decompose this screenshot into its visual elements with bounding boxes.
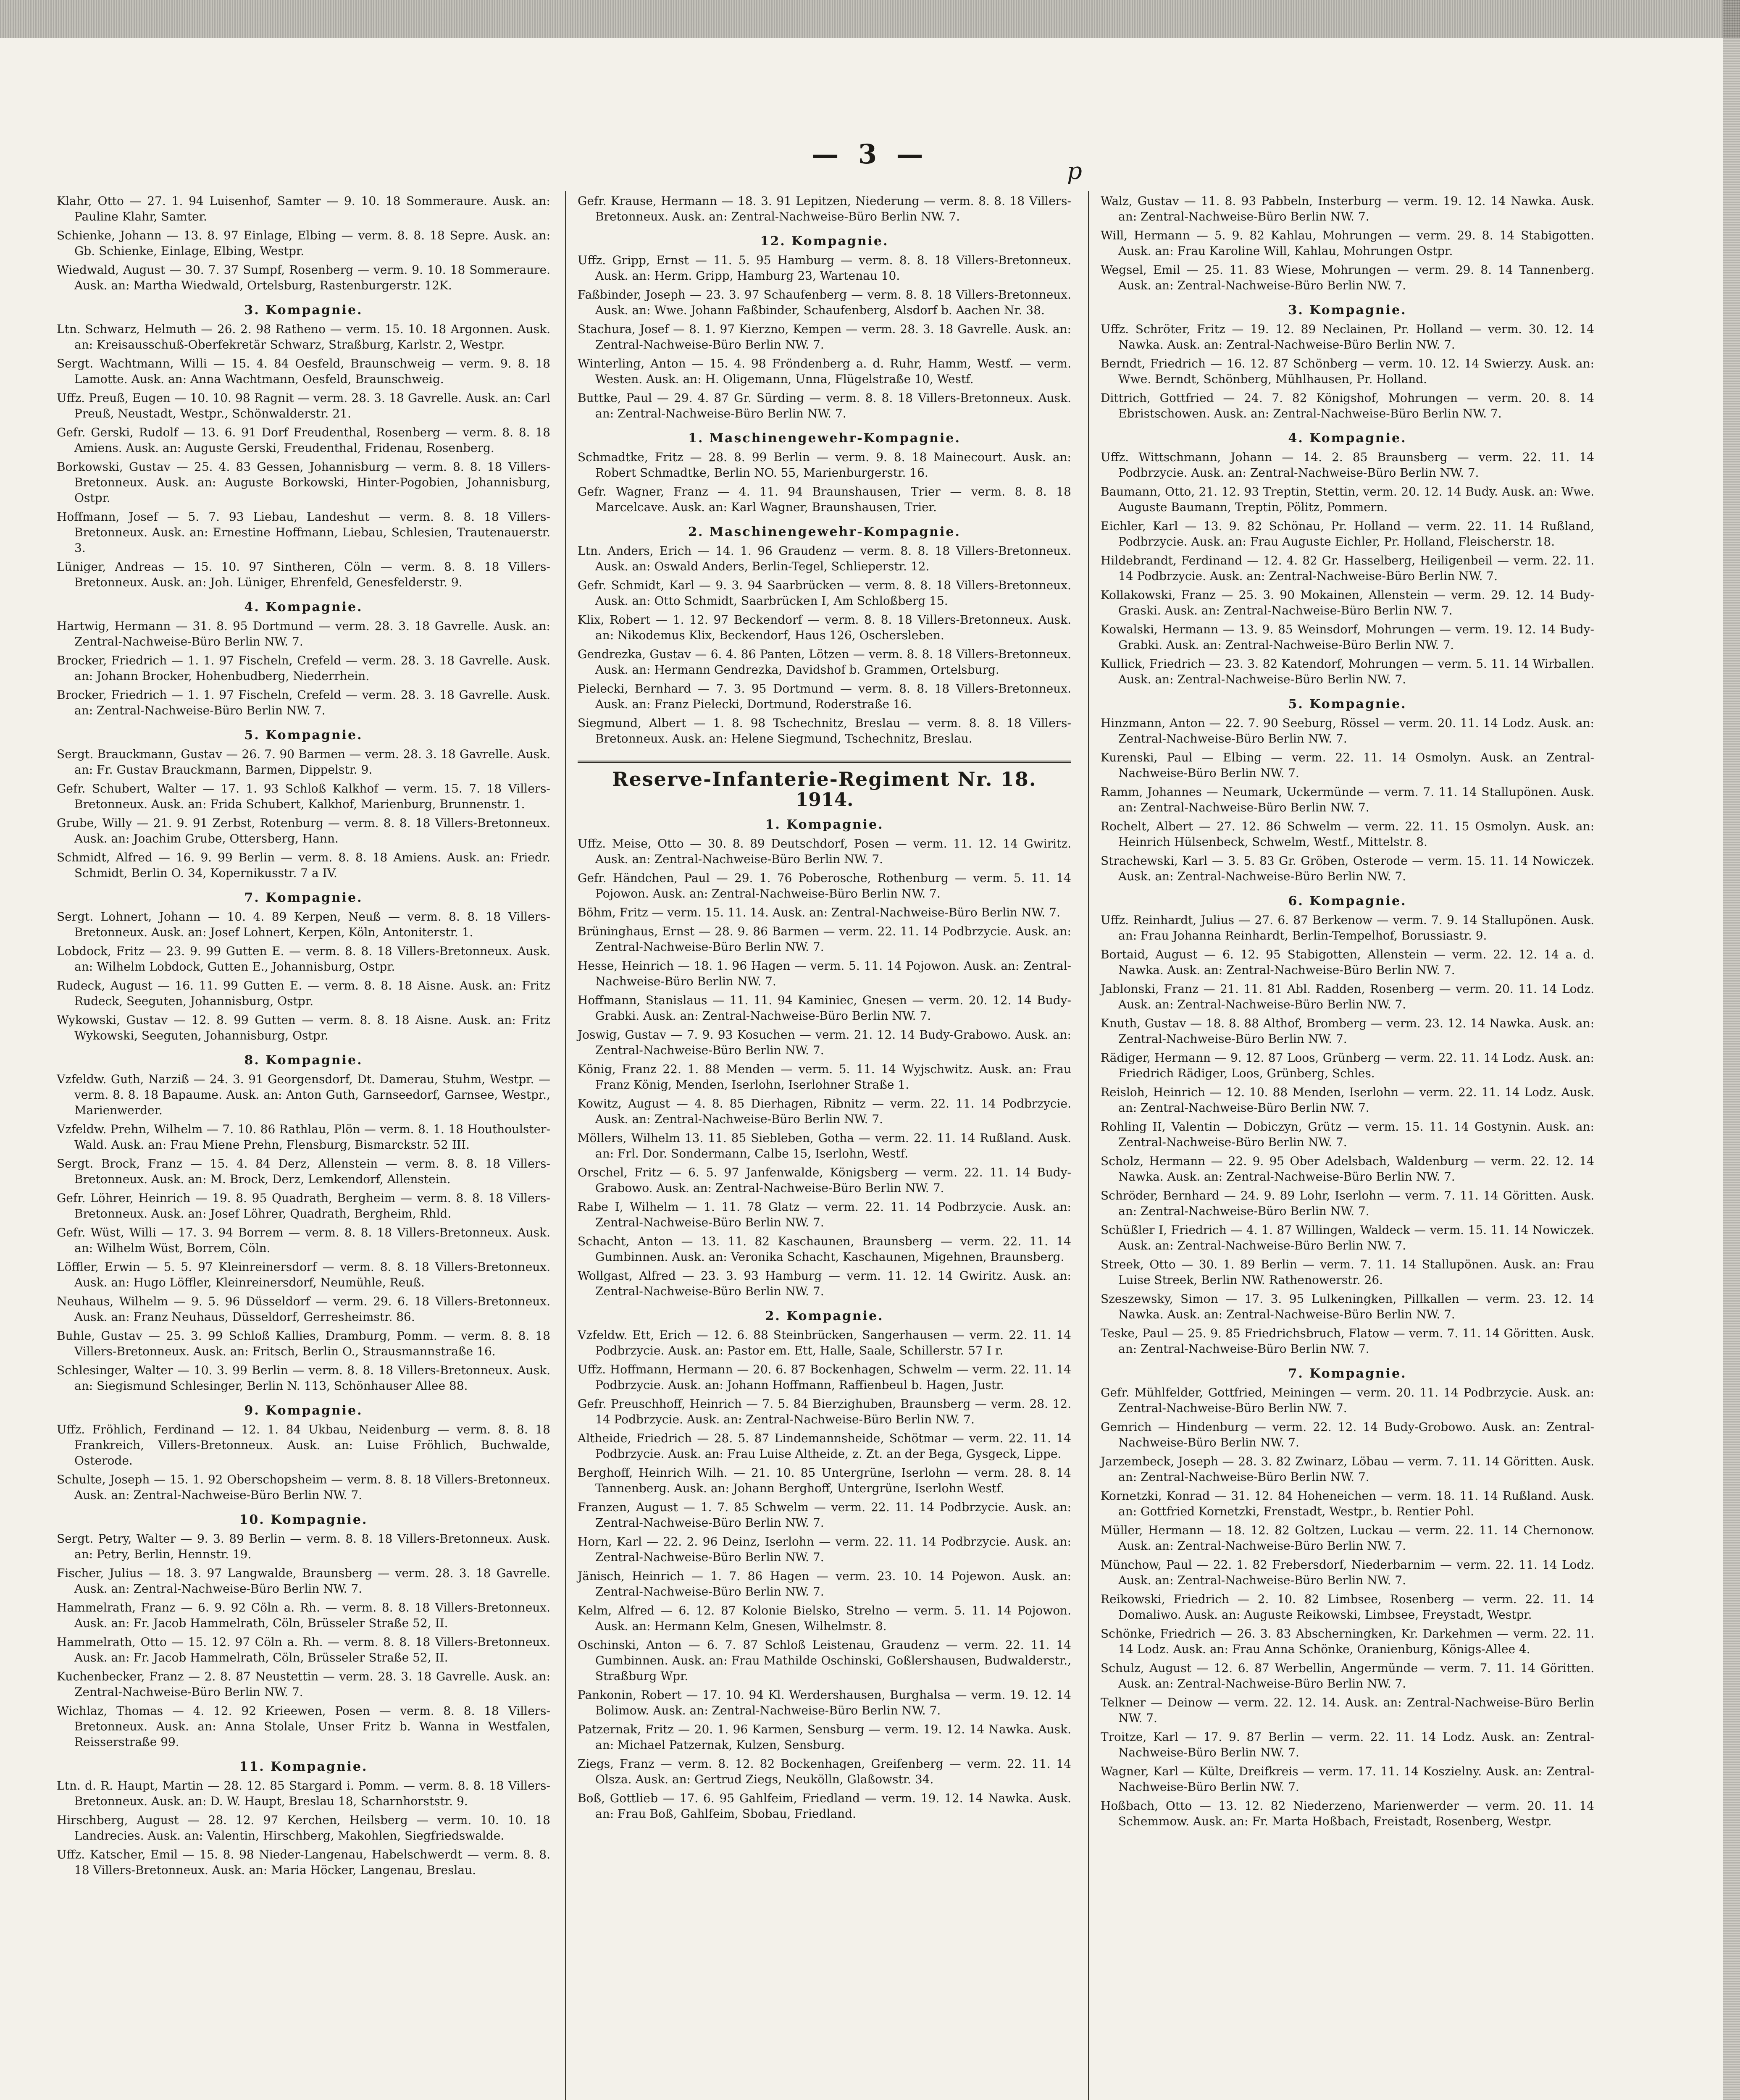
casualty-entry: Gefr. Mühlfelder, Gottfried, Meiningen — verm. 20. 11. 14 Podbrzycie. Ausk. an: Zentral-Nachweise-Büro Berlin NW. 7. bbox=[1101, 1386, 1594, 1415]
casualty-entry: Troitze, Karl — 17. 9. 87 Berlin — verm. 22. 11. 14 Lodz. Ausk. an: Zentral-Nachweise-Büro Berlin NW. 7. bbox=[1101, 1730, 1594, 1759]
casualty-entry: Sergt. Brauckmann, Gustav — 26. 7. 90 Barmen — verm. 28. 3. 18 Gavrelle. Ausk. an: Fr. Gustav Brauckmann, Barmen, Dippelstr. 9. bbox=[57, 747, 550, 777]
casualty-entry: Orschel, Fritz — 6. 5. 97 Janfenwalde, Königsberg — verm. 22. 11. 14 Budy-Grabowo. Ausk. an: Zentral-Nachweise-Büro Berlin NW. 7. bbox=[578, 1166, 1071, 1195]
casualty-entry: Rädiger, Hermann — 9. 12. 87 Loos, Grünberg — verm. 22. 11. 14 Lodz. Ausk. an: Friedrich Rädiger, Loos, Grünberg, Schles. bbox=[1101, 1051, 1594, 1080]
casualty-entry: Hammelrath, Franz — 6. 9. 92 Cöln a. Rh. — verm. 8. 8. 18 Villers-Bretonneux. Ausk. an: Fr. Jacob Hammelrath, Cöln, Brüsseler Straße 52, II. bbox=[57, 1601, 550, 1630]
casualty-entry: Franzen, August — 1. 7. 85 Schwelm — verm. 22. 11. 14 Podbrzycie. Ausk. an: Zentral-Nachweise-Büro Berlin NW. 7. bbox=[578, 1500, 1071, 1530]
casualty-entry: König, Franz 22. 1. 88 Menden — verm. 5. 11. 14 Wyjschwitz. Ausk. an: Frau Franz König, Menden, Iserlohn, Iserlohner Straße 1. bbox=[578, 1062, 1071, 1092]
casualty-entry: Telkner — Deinow — verm. 22. 12. 14. Ausk. an: Zentral-Nachweise-Büro Berlin NW. 7. bbox=[1101, 1696, 1594, 1725]
casualty-entry: Klahr, Otto — 27. 1. 94 Luisenhof, Samter — 9. 10. 18 Sommeraure. Ausk. an: Pauline Klahr, Samter. bbox=[57, 194, 550, 223]
casualty-entry: Kullick, Friedrich — 23. 3. 82 Katendorf, Mohrungen — verm. 5. 11. 14 Wirballen. Ausk. an: Zentral-Nachweise-Büro Berlin NW. 7. bbox=[1101, 657, 1594, 686]
casualty-entry: Sergt. Lohnert, Johann — 10. 4. 89 Kerpen, Neuß — verm. 8. 8. 18 Villers-Bretonneux. Ausk. an: Josef Lohnert, Kerpen, Köln, Antoniterstr. 1. bbox=[57, 910, 550, 939]
casualty-entry: Reikowski, Friedrich — 2. 10. 82 Limbsee, Rosenberg — verm. 22. 11. 14 Domaliwo. Ausk. an: Auguste Reikowski, Limbsee, Freystadt, Westpr. bbox=[1101, 1592, 1594, 1622]
casualty-entry: Wollgast, Alfred — 23. 3. 93 Hamburg — verm. 11. 12. 14 Gwiritz. Ausk. an: Zentral-Nachweise-Büro Berlin NW. 7. bbox=[578, 1269, 1071, 1298]
casualty-entry: Böhm, Fritz — verm. 15. 11. 14. Ausk. an: Zentral-Nachweise-Büro Berlin NW. 7. bbox=[578, 906, 1060, 919]
casualty-entry: Neuhaus, Wilhelm — 9. 5. 96 Düsseldorf — verm. 29. 6. 18 Villers-Bretonneux. Ausk. an: Franz Neuhaus, Düsseldorf, Gerresheimstr. 86. bbox=[57, 1294, 550, 1324]
casualty-entry: Uffz. Schröter, Fritz — 19. 12. 89 Neclainen, Pr. Holland — verm. 30. 12. 14 Nawka. Ausk. an: Zentral-Nachweise-Büro Berlin NW. 7. bbox=[1101, 322, 1594, 352]
casualty-entry: Gefr. Krause, Hermann — 18. 3. 91 Lepitzen, Niederung — verm. 8. 8. 18 Villers-Bretonneux. Ausk. an: Zentral-Nachweise-Büro Berlin NW. 7. bbox=[578, 194, 1071, 223]
casualty-entry: Streek, Otto — 30. 1. 89 Berlin — verm. 7. 11. 14 Stallupönen. Ausk. an: Frau Luise Streek, Berlin NW. Rathenowerstr. 26. bbox=[1101, 1257, 1594, 1287]
casualty-entry: Altheide, Friedrich — 28. 5. 87 Lindemannsheide, Schötmar — verm. 22. 11. 14 Podbrzycie. Ausk. an: Frau Luise Altheide, z. Zt. an der Bega, Gysgeck, Lippe. bbox=[578, 1431, 1071, 1461]
casualty-entry: Winterling, Anton — 15. 4. 98 Fröndenberg a. d. Ruhr, Hamm, Westf. — verm. Westen. Ausk. an: H. Oligemann, Unna, Flügelstraße 10, Westf. bbox=[578, 357, 1071, 386]
casualty-entry: Gendrezka, Gustav — 6. 4. 86 Panten, Lötzen — verm. 8. 8. 18 Villers-Bretonneux. Ausk. an: Hermann Gendrezka, Davidshof b. Grammen, Ortelsburg. bbox=[578, 647, 1071, 677]
casualty-entry: Uffz. Gripp, Ernst — 11. 5. 95 Hamburg — verm. 8. 8. 18 Villers-Bretonneux. Ausk. an: Herm. Gripp, Hamburg 23, Wartenau 10. bbox=[578, 253, 1071, 283]
casualty-entry: Rochelt, Albert — 27. 12. 86 Schwelm — verm. 22. 11. 15 Osmolyn. Ausk. an: Heinrich Hülsenbeck, Schwelm, Westf., Mittelstr. 8. bbox=[1101, 819, 1594, 849]
company-heading: 2. Maschinengewehr-Kompagnie. bbox=[688, 525, 961, 539]
casualty-entry: Schüßler I, Friedrich — 4. 1. 87 Willingen, Waldeck — verm. 15. 11. 14 Nowiczek. Ausk. an: Zentral-Nachweise-Büro Berlin NW. 7. bbox=[1101, 1223, 1594, 1252]
column-left bbox=[57, 193, 550, 1881]
casualty-entry: Wiedwald, August — 30. 7. 37 Sumpf, Rosenberg — verm. 9. 10. 18 Sommeraure. Ausk. an: Martha Wiedwald, Ortelsburg, Rastenburgerstr. 12K. bbox=[57, 263, 550, 292]
casualty-entry: Schönke, Friedrich — 26. 3. 83 Abscherningken, Kr. Darkehmen — verm. 22. 11. 14 Lodz. Ausk. an: Frau Anna Schönke, Oranienburg, Königs-Allee 4. bbox=[1101, 1627, 1594, 1656]
casualty-entry: Horn, Karl — 22. 2. 96 Deinz, Iserlohn — verm. 22. 11. 14 Podbrzycie. Ausk. an: Zentral-Nachweise-Büro Berlin NW. 7. bbox=[578, 1535, 1071, 1564]
casualty-entry: Jablonski, Franz — 21. 11. 81 Abl. Radden, Rosenberg — verm. 20. 11. 14 Lodz. Ausk. an: Zentral-Nachweise-Büro Berlin NW. 7. bbox=[1101, 982, 1594, 1011]
casualty-entry: Wichlaz, Thomas — 4. 12. 92 Krieewen, Posen — verm. 8. 8. 18 Villers-Bretonneux. Ausk. an: Anna Stolale, Unser Fritz b. Wanna in Westfalen, Reisserstraße 99. bbox=[57, 1704, 550, 1749]
casualty-entry: Will, Hermann — 5. 9. 82 Kahlau, Mohrungen — verm. 29. 8. 14 Stabigotten. Ausk. an: Frau Karoline Will, Kahlau, Mohrungen Ostpr. bbox=[1101, 228, 1594, 258]
casualty-entry: Kuchenbecker, Franz — 2. 8. 87 Neustettin — verm. 28. 3. 18 Gavrelle. Ausk. an: Zentral-Nachweise-Büro Berlin NW. 7. bbox=[57, 1670, 550, 1699]
casualty-entry: Müller, Hermann — 18. 12. 82 Goltzen, Luckau — verm. 22. 11. 14 Chernonow. Ausk. an: Zentral-Nachweise-Büro Berlin NW. 7. bbox=[1101, 1523, 1594, 1553]
casualty-entry: Rudeck, August — 16. 11. 99 Gutten E. — verm. 8. 8. 18 Aisne. Ausk. an: Fritz Rudeck, Seeguten, Johannisburg, Ostpr. bbox=[57, 979, 550, 1008]
casualty-entry: Walz, Gustav — 11. 8. 93 Pabbeln, Insterburg — verm. 19. 12. 14 Nawka. Ausk. an: Zentral-Nachweise-Büro Berlin NW. 7. bbox=[1101, 194, 1594, 223]
company-heading: 9. Kompagnie. bbox=[244, 1403, 363, 1418]
casualty-entry: Gefr. Wüst, Willi — 17. 3. 94 Borrem — verm. 8. 8. 18 Villers-Bretonneux. Ausk. an: Wilhelm Wüst, Borrem, Cöln. bbox=[57, 1226, 550, 1255]
casualty-entry: Schröder, Bernhard — 24. 9. 89 Lohr, Iserlohn — verm. 7. 11. 14 Göritten. Ausk. an: Zentral-Nachweise-Büro Berlin NW. 7. bbox=[1101, 1189, 1594, 1218]
company-heading: 7. Kompagnie. bbox=[244, 890, 363, 905]
casualty-entry: Jarzembeck, Joseph — 28. 3. 82 Zwinarz, Löbau — verm. 7. 11. 14 Göritten. Ausk. an: Zentral-Nachweise-Büro Berlin NW. 7. bbox=[1101, 1454, 1594, 1484]
company-heading: 1. Kompagnie. bbox=[765, 817, 884, 832]
casualty-entry: Buhle, Gustav — 25. 3. 99 Schloß Kallies, Dramburg, Pomm. — verm. 8. 8. 18 Villers-Bretonneux. Ausk. an: Fritsch, Berlin O., Strausmannstraße 16. bbox=[57, 1329, 550, 1358]
casualty-entry: Ltn. d. R. Haupt, Martin — 28. 12. 85 Stargard i. Pomm. — verm. 8. 8. 18 Villers-Bretonneux. Ausk. an: D. W. Haupt, Breslau 18, Scharnhorststr. 9. bbox=[57, 1779, 550, 1808]
casualty-entry: Uffz. Meise, Otto — 30. 8. 89 Deutschdorf, Posen — verm. 11. 12. 14 Gwiritz. Ausk. an: Zentral-Nachweise-Büro Berlin NW. 7. bbox=[578, 837, 1071, 866]
casualty-entry: Hammelrath, Otto — 15. 12. 97 Cöln a. Rh. — verm. 8. 8. 18 Villers-Bretonneux. Ausk. an: Fr. Jacob Hammelrath, Cöln, Brüsseler Straße 52, II. bbox=[57, 1635, 550, 1664]
casualty-entry: Kornetzki, Konrad — 31. 12. 84 Hoheneichen — verm. 18. 11. 14 Rußland. Ausk. an: Gottfried Kornetzki, Frenstadt, Westpr., b. Rentier Pohl. bbox=[1101, 1489, 1594, 1518]
casualty-entry: Ltn. Schwarz, Helmuth — 26. 2. 98 Ratheno — verm. 15. 10. 18 Argonnen. Ausk. an: Kreisausschuß-Oberfekretär Schwarz, Straßburg, Karlstr. 2, Westpr. bbox=[57, 322, 550, 352]
company-heading: 5. Kompagnie. bbox=[244, 728, 363, 743]
page-number: — 3 — bbox=[812, 139, 928, 170]
casualty-entry: Gefr. Schubert, Walter — 17. 1. 93 Schloß Kalkhof — verm. 15. 7. 18 Villers-Bretonneux. Ausk. an: Frida Schubert, Kalkhof, Marienburg, Brunnenstr. 1. bbox=[57, 782, 550, 811]
casualty-entry: Berghoff, Heinrich Wilh. — 21. 10. 85 Untergrüne, Iserlohn — verm. 28. 8. 14 Tannenberg. Ausk. an: Johann Berghoff, Untergrüne, Iserlohn Westf. bbox=[578, 1466, 1071, 1495]
casualty-entry: Ltn. Anders, Erich — 14. 1. 96 Graudenz — verm. 8. 8. 18 Villers-Bretonneux. Ausk. an: Oswald Anders, Berlin-Tegel, Schlieperstr. 12. bbox=[578, 544, 1071, 573]
casualty-entry: Sergt. Brock, Franz — 15. 4. 84 Derz, Allenstein — verm. 8. 8. 18 Villers-Bretonneux. Ausk. an: M. Brock, Derz, Lemkendorf, Allenstein. bbox=[57, 1157, 550, 1186]
casualty-entry: Boß, Gottlieb — 17. 6. 95 Gahlfeim, Friedland — verm. 19. 12. 14 Nawka. Ausk. an: Frau Boß, Gahlfeim, Sbobau, Friedland. bbox=[578, 1791, 1071, 1821]
casualty-entry: Sergt. Petry, Walter — 9. 3. 89 Berlin — verm. 8. 8. 18 Villers-Bretonneux. Ausk. an: Petry, Berlin, Hennstr. 19. bbox=[57, 1532, 550, 1561]
casualty-entry: Kowalski, Hermann — 13. 9. 85 Weinsdorf, Mohrungen — verm. 19. 12. 14 Budy-Grabki. Ausk. an: Zentral-Nachweise-Büro Berlin NW. 7. bbox=[1101, 622, 1594, 652]
casualty-entry: Vzfeldw. Ett, Erich — 12. 6. 88 Steinbrücken, Sangerhausen — verm. 22. 11. 14 Podbrzycie. Ausk. an: Pastor em. Ett, Halle, Saale, Schillerstr. 57 I r. bbox=[578, 1328, 1071, 1357]
casualty-entry: Gefr. Wagner, Franz — 4. 11. 94 Braunshausen, Trier — verm. 8. 8. 18 Marcelcave. Ausk. an: Karl Wagner, Braunshausen, Trier. bbox=[578, 485, 1071, 514]
casualty-entry: Reisloh, Heinrich — 12. 10. 88 Menden, Iserlohn — verm. 22. 11. 14 Lodz. Ausk. an: Zentral-Nachweise-Büro Berlin NW. 7. bbox=[1101, 1085, 1594, 1115]
casualty-entry: Wykowski, Gustav — 12. 8. 99 Gutten — verm. 8. 8. 18 Aisne. Ausk. an: Fritz Wykowski, Seeguten, Johannisburg, Ostpr. bbox=[57, 1013, 550, 1042]
casualty-entry: Teske, Paul — 25. 9. 85 Friedrichsbruch, Flatow — verm. 7. 11. 14 Göritten. Ausk. an: Zentral-Nachweise-Büro Berlin NW. 7. bbox=[1101, 1326, 1594, 1356]
casualty-entry: Münchow, Paul — 22. 1. 82 Frebersdorf, Niederbarnim — verm. 22. 11. 14 Lodz. Ausk. an: Zentral-Nachweise-Büro Berlin NW. 7. bbox=[1101, 1558, 1594, 1587]
company-heading: 11. Kompagnie. bbox=[239, 1759, 368, 1774]
casualty-entry: Klix, Robert — 1. 12. 97 Beckendorf — verm. 8. 8. 18 Villers-Bretonneux. Ausk. an: Nikodemus Klix, Beckendorf, Haus 126, Oschersleben. bbox=[578, 613, 1071, 642]
casualty-entry: Ziegs, Franz — verm. 8. 12. 82 Bockenhagen, Greifenberg — verm. 22. 11. 14 Olsza. Ausk. an: Gertrud Ziegs, Neukölln, Glaßowstr. 34. bbox=[578, 1757, 1071, 1786]
column-middle bbox=[578, 193, 1071, 1825]
company-heading: 8. Kompagnie. bbox=[244, 1053, 363, 1068]
casualty-entry: Hildebrandt, Ferdinand — 12. 4. 82 Gr. Hasselberg, Heiligenbeil — verm. 22. 11. 14 Podbrzycie. Ausk. an: Zentral-Nachweise-Büro Berlin NW. 7. bbox=[1101, 554, 1594, 583]
casualty-entry: Ramm, Johannes — Neumark, Uckermünde — verm. 7. 11. 14 Stallupönen. Ausk. an: Zentral-Nachweise-Büro Berlin NW. 7. bbox=[1101, 785, 1594, 814]
casualty-entry: Gefr. Schmidt, Karl — 9. 3. 94 Saarbrücken — verm. 8. 8. 18 Villers-Bretonneux. Ausk. an: Otto Schmidt, Saarbrücken I, Am Schloßberg 15. bbox=[578, 578, 1071, 608]
casualty-entry: Strachewski, Karl — 3. 5. 83 Gr. Gröben, Osterode — verm. 15. 11. 14 Nowiczek. Ausk. an: Zentral-Nachweise-Büro Berlin NW. 7. bbox=[1101, 854, 1594, 883]
casualty-entry: Baumann, Otto, 21. 12. 93 Treptin, Stettin, verm. 20. 12. 14 Budy. Ausk. an: Wwe. Auguste Baumann, Treptin, Pölitz, Pommern. bbox=[1101, 485, 1594, 514]
casualty-entry: Schmadtke, Fritz — 28. 8. 99 Berlin — verm. 9. 8. 18 Mainecourt. Ausk. an: Robert Schmadtke, Berlin NO. 55, Marienburgerstr. 16. bbox=[578, 450, 1071, 480]
casualty-entry: Dittrich, Gottfried — 24. 7. 82 Königshof, Mohrungen — verm. 20. 8. 14 Ebristschowen. Ausk. an: Zentral-Nachweise-Büro Berlin NW. 7. bbox=[1101, 391, 1594, 420]
column-middle-top bbox=[578, 193, 1071, 746]
casualty-entry: Vzfeldw. Prehn, Wilhelm — 7. 10. 86 Rathlau, Plön — verm. 8. 1. 18 Houthoulster-Wald. Ausk. an: Frau Miene Prehn, Flensburg, Bismarckstr. 52 III. bbox=[57, 1122, 550, 1152]
casualty-entry: Möllers, Wilhelm 13. 11. 85 Siebleben, Gotha — verm. 22. 11. 14 Rußland. Ausk. an: Frl. Dor. Sondermann, Calbe 15, Iserlohn, Westf. bbox=[578, 1131, 1071, 1160]
casualty-entry: Schulte, Joseph — 15. 1. 92 Oberschopsheim — verm. 8. 8. 18 Villers-Bretonneux. Ausk. an: Zentral-Nachweise-Büro Berlin NW. 7. bbox=[57, 1473, 550, 1502]
casualty-entry: Faßbinder, Joseph — 23. 3. 97 Schaufenberg — verm. 8. 8. 18 Villers-Bretonneux. Ausk. an: Wwe. Johann Faßbinder, Schaufenberg, Alsdorf b. Aachen Nr. 38. bbox=[578, 288, 1071, 317]
company-heading: 3. Kompagnie. bbox=[244, 303, 363, 318]
casualty-entry: Kollakowski, Franz — 25. 3. 90 Mokainen, Allenstein — verm. 29. 12. 14 Budy-Graski. Ausk. an: Zentral-Nachweise-Büro Berlin NW. 7. bbox=[1101, 588, 1594, 617]
casualty-entry: Gefr. Händchen, Paul — 29. 1. 76 Poberosche, Rothenburg — verm. 5. 11. 14 Pojowon. Ausk. an: Zentral-Nachweise-Büro Berlin NW. 7. bbox=[578, 871, 1071, 900]
column-middle-bottom bbox=[578, 817, 1071, 1822]
casualty-entry: Brocker, Friedrich — 1. 1. 97 Fischeln, Crefeld — verm. 28. 3. 18 Gavrelle. Ausk. an: Johann Brocker, Hohenbudberg, Niederrhein. bbox=[57, 654, 550, 683]
company-heading: 1. Maschinengewehr-Kompagnie. bbox=[688, 431, 961, 446]
casualty-entry: Patzernak, Fritz — 20. 1. 96 Karmen, Sensburg — verm. 19. 12. 14 Nawka. Ausk. an: Michael Patzernak, Kulzen, Sensburg. bbox=[578, 1722, 1071, 1752]
casualty-entry: Scholz, Hermann — 22. 9. 95 Ober Adelsbach, Waldenburg — verm. 22. 12. 14 Nawka. Ausk. an: Zentral-Nachweise-Büro Berlin NW. 7. bbox=[1101, 1154, 1594, 1184]
casualty-entry: Grube, Willy — 21. 9. 91 Zerbst, Rotenburg — verm. 8. 8. 18 Villers-Bretonneux. Ausk. an: Joachim Grube, Ottersberg, Hann. bbox=[57, 816, 550, 845]
company-heading: 10. Kompagnie. bbox=[239, 1512, 368, 1527]
casualty-entry: Schienke, Johann — 13. 8. 97 Einlage, Elbing — verm. 8. 8. 18 Sepre. Ausk. an: Gb. Schienke, Einlage, Elbing, Westpr. bbox=[57, 228, 550, 258]
casualty-entry: Kurenski, Paul — Elbing — verm. 22. 11. 14 Osmolyn. Ausk. an Zentral-Nachweise-Büro Berlin NW. 7. bbox=[1101, 751, 1594, 780]
casualty-entry: Gemrich — Hindenburg — verm. 22. 12. 14 Budy-Grobowo. Ausk. an: Zentral-Nachweise-Büro Berlin NW. 7. bbox=[1101, 1420, 1594, 1449]
casualty-entry: Uffz. Hoffmann, Hermann — 20. 6. 87 Bockenhagen, Schwelm — verm. 22. 11. 14 Podbrzycie. Ausk. an: Johann Hoffmann, Raffienbeul b. Hagen, Justr. bbox=[578, 1362, 1071, 1392]
casualty-entry: Wagner, Karl — Külte, Dreifkreis — verm. 17. 11. 14 Koszielny. Ausk. an: Zentral-Nachweise-Büro Berlin NW. 7. bbox=[1101, 1764, 1594, 1794]
casualty-entry: Bortaid, August — 6. 12. 95 Stabigotten, Allenstein — verm. 22. 12. 14 a. d. Nawka. Ausk. an: Zentral-Nachweise-Büro Berlin NW. 7. bbox=[1101, 948, 1594, 977]
casualty-entry: Uffz. Wittschmann, Johann — 14. 2. 85 Braunsberg — verm. 22. 11. 14 Podbrzycie. Ausk. an: Zentral-Nachweise-Büro Berlin NW. 7. bbox=[1101, 450, 1594, 480]
casualty-entry: Buttke, Paul — 29. 4. 87 Gr. Sürding — verm. 8. 8. 18 Villers-Bretonneux. Ausk. an: Zentral-Nachweise-Büro Berlin NW. 7. bbox=[578, 391, 1071, 420]
casualty-entry: Hoßbach, Otto — 13. 12. 82 Niederzeno, Marienwerder — verm. 20. 11. 14 Schemmow. Ausk. an: Fr. Marta Hoßbach, Freistadt, Rosenberg, Westpr. bbox=[1101, 1799, 1594, 1828]
company-heading: 6. Kompagnie. bbox=[1288, 894, 1407, 908]
casualty-entry: Eichler, Karl — 13. 9. 82 Schönau, Pr. Holland — verm. 22. 11. 14 Rußland, Podbrzycie. Ausk. an: Frau Auguste Eichler, Pr. Holland, Fleischerstr. 18. bbox=[1101, 519, 1594, 549]
casualty-entry: Stachura, Josef — 8. 1. 97 Kierzno, Kempen — verm. 28. 3. 18 Gavrelle. Ausk. an: Zentral-Nachweise-Büro Berlin NW. 7. bbox=[578, 322, 1071, 352]
regiment-year: 1914. bbox=[795, 789, 854, 811]
casualty-entry: Fischer, Julius — 18. 3. 97 Langwalde, Braunsberg — verm. 28. 3. 18 Gavrelle. Ausk. an: Zentral-Nachweise-Büro Berlin NW. 7. bbox=[57, 1566, 550, 1596]
casualty-entry: Gefr. Löhrer, Heinrich — 19. 8. 95 Quadrath, Bergheim — verm. 8. 8. 18 Villers-Bretonneux. Ausk. an: Josef Löhrer, Quadrath, Bergheim, Rhld. bbox=[57, 1191, 550, 1221]
casualty-entry: Hesse, Heinrich — 18. 1. 96 Hagen — verm. 5. 11. 14 Pojowon. Ausk. an: Zentral-Nachweise-Büro Berlin NW. 7. bbox=[578, 959, 1071, 988]
casualty-entry: Rohling II, Valentin — Dobiczyn, Grütz — verm. 15. 11. 14 Gostynin. Ausk. an: Zentral-Nachweise-Büro Berlin NW. 7. bbox=[1101, 1120, 1594, 1149]
casualty-entry: Kelm, Alfred — 6. 12. 87 Kolonie Bielsko, Strelno — verm. 5. 11. 14 Pojowon. Ausk. an: Hermann Kelm, Gnesen, Wilhelmstr. 8. bbox=[578, 1604, 1071, 1633]
column-divider bbox=[565, 191, 566, 2100]
casualty-entry: Jänisch, Heinrich — 1. 7. 86 Hagen — verm. 23. 10. 14 Pojewon. Ausk. an: Zentral-Nachweise-Büro Berlin NW. 7. bbox=[578, 1569, 1071, 1599]
casualty-entry: Lüniger, Andreas — 15. 10. 97 Sintheren, Cöln — verm. 8. 8. 18 Villers-Bretonneux. Ausk. an: Joh. Lüniger, Ehrenfeld, Genesfelderstr. 9. bbox=[57, 560, 550, 589]
casualty-entry: Uffz. Fröhlich, Ferdinand — 12. 1. 84 Ukbau, Neidenburg — verm. 8. 8. 18 Frankreich, Villers-Bretonneux. Ausk. an: Luise Fröhlich, Buchwalde, Osterode. bbox=[57, 1423, 550, 1467]
casualty-entry: Hartwig, Hermann — 31. 8. 95 Dortmund — verm. 28. 3. 18 Gavrelle. Ausk. an: Zentral-Nachweise-Büro Berlin NW. 7. bbox=[57, 619, 550, 648]
casualty-entry: Gefr. Preuschhoff, Heinrich — 7. 5. 84 Bierzighuben, Braunsberg — verm. 28. 12. 14 Podbrzycie. Ausk. an: Zentral-Nachweise-Büro Berlin NW. 7. bbox=[578, 1397, 1071, 1426]
casualty-entry: Rabe I, Wilhelm — 1. 11. 78 Glatz — verm. 22. 11. 14 Podbrzycie. Ausk. an: Zentral-Nachweise-Büro Berlin NW. 7. bbox=[578, 1200, 1071, 1229]
company-heading: 7. Kompagnie. bbox=[1288, 1366, 1407, 1381]
casualty-entry: Löffler, Erwin — 5. 5. 97 Kleinreinersdorf — verm. 8. 8. 18 Villers-Bretonneux. Ausk. an: Hugo Löffler, Kleinreinersdorf, Neumühle, Reuß. bbox=[57, 1260, 550, 1289]
company-heading: 2. Kompagnie. bbox=[765, 1309, 884, 1323]
casualty-entry: Schmidt, Alfred — 16. 9. 99 Berlin — verm. 8. 8. 18 Amiens. Ausk. an: Friedr. Schmidt, Berlin O. 34, Kopernikusstr. 7 a IV. bbox=[57, 850, 550, 880]
company-heading: 3. Kompagnie. bbox=[1288, 303, 1407, 318]
casualty-entry: Berndt, Friedrich — 16. 12. 87 Schönberg — verm. 10. 12. 14 Swierzy. Ausk. an: Wwe. Berndt, Schönberg, Mühlhausen, Pr. Holland. bbox=[1101, 357, 1594, 386]
company-heading: 4. Kompagnie. bbox=[244, 600, 363, 614]
casualty-entry: Schulz, August — 12. 6. 87 Werbellin, Angermünde — verm. 7. 11. 14 Göritten. Ausk. an: Zentral-Nachweise-Büro Berlin NW. 7. bbox=[1101, 1661, 1594, 1690]
casualty-entry: Uffz. Katscher, Emil — 15. 8. 98 Nieder-Langenau, Habelschwerdt — verm. 8. 8. 18 Villers-Bretonneux. Ausk. an: Maria Höcker, Langenau, Breslau. bbox=[57, 1848, 550, 1877]
casualty-entry: Hirschberg, August — 28. 12. 97 Kerchen, Heilsberg — verm. 10. 10. 18 Landrecies. Ausk. an: Valentin, Hirschberg, Makohlen, Siegfriedswalde. bbox=[57, 1813, 550, 1843]
casualty-entry: Hoffmann, Stanislaus — 11. 11. 94 Kaminiec, Gnesen — verm. 20. 12. 14 Budy-Grabki. Ausk. an: Zentral-Nachweise-Büro Berlin NW. 7. bbox=[578, 993, 1071, 1023]
casualty-entry: Uffz. Reinhardt, Julius — 27. 6. 87 Berkenow — verm. 7. 9. 14 Stallupönen. Ausk. an: Frau Johanna Reinhardt, Berlin-Tempelhof, Borussiastr. 9. bbox=[1101, 913, 1594, 942]
casualty-entry: Pielecki, Bernhard — 7. 3. 95 Dortmund — verm. 8. 8. 18 Villers-Bretonneux. Ausk. an: Franz Pielecki, Dortmund, Roderstraße 16. bbox=[578, 682, 1071, 711]
casualty-entry: Brüninghaus, Ernst — 28. 9. 86 Barmen — verm. 22. 11. 14 Podbrzycie. Ausk. an: Zentral-Nachweise-Büro Berlin NW. 7. bbox=[578, 924, 1071, 954]
casualty-entry: Szeszewsky, Simon — 17. 3. 95 Lulkeningken, Pillkallen — verm. 23. 12. 14 Nawka. Ausk. an: Zentral-Nachweise-Büro Berlin NW. 7. bbox=[1101, 1292, 1594, 1321]
regiment-header bbox=[578, 761, 1071, 811]
company-heading: 5. Kompagnie. bbox=[1288, 697, 1407, 711]
casualty-entry: Gefr. Gerski, Rudolf — 13. 6. 91 Dorf Freudenthal, Rosenberg — verm. 8. 8. 18 Amiens. Ausk. an: Auguste Gerski, Freudenthal, Fridenau, Rosenberg. bbox=[57, 425, 550, 455]
company-heading: 4. Kompagnie. bbox=[1288, 431, 1407, 446]
regiment-title: Reserve-Infanterie-Regiment Nr. 18. bbox=[612, 768, 1037, 790]
column-marker: p bbox=[1067, 158, 1082, 185]
casualty-entry: Wegsel, Emil — 25. 11. 83 Wiese, Mohrungen — verm. 29. 8. 14 Tannenberg. Ausk. an: Zentral-Nachweise-Büro Berlin NW. 7. bbox=[1101, 263, 1594, 292]
casualty-entry: Schacht, Anton — 13. 11. 82 Kaschaunen, Braunsberg — verm. 22. 11. 14 Gumbinnen. Ausk. an: Veronika Schacht, Kaschaunen, Migehnen, Braunsberg. bbox=[578, 1234, 1071, 1264]
casualty-entry: Siegmund, Albert — 1. 8. 98 Tschechnitz, Breslau — verm. 8. 8. 18 Villers-Bretonneux. Ausk. an: Helene Siegmund, Tschechnitz, Breslau. bbox=[578, 716, 1071, 746]
company-heading: 12. Kompagnie. bbox=[760, 234, 889, 249]
casualty-entry: Vzfeldw. Guth, Narziß — 24. 3. 91 Georgensdorf, Dt. Damerau, Stuhm, Westpr. — verm. 8. 8. 18 Bapaume. Ausk. an: Anton Guth, Garnseedorf, Garnsee, Westpr., Marienwerder. bbox=[57, 1072, 550, 1117]
casualty-entry: Hoffmann, Josef — 5. 7. 93 Liebau, Landeshut — verm. 8. 8. 18 Villers-Bretonneux. Ausk. an: Ernestine Hoffmann, Liebau, Schlesien, Trautenauerstr. 3. bbox=[57, 510, 550, 555]
paper-edge bbox=[1723, 0, 1740, 2100]
casualty-entry: Brocker, Friedrich — 1. 1. 97 Fischeln, Crefeld — verm. 28. 3. 18 Gavrelle. Ausk. an: Zentral-Nachweise-Büro Berlin NW. 7. bbox=[57, 688, 550, 717]
casualty-entry: Borkowski, Gustav — 25. 4. 83 Gessen, Johannisburg — verm. 8. 8. 18 Villers-Bretonneux. Ausk. an: Auguste Borkowski, Hinter-Pogobien, Johannisburg, Ostpr. bbox=[57, 460, 550, 505]
casualty-entry: Schlesinger, Walter — 10. 3. 99 Berlin — verm. 8. 8. 18 Villers-Bretonneux. Ausk. an: Siegismund Schlesinger, Berlin N. 113, Schönhauser Allee 88. bbox=[57, 1363, 550, 1393]
casualty-entry: Sergt. Wachtmann, Willi — 15. 4. 84 Oesfeld, Braunschweig — verm. 9. 8. 18 Lamotte. Ausk. an: Anna Wachtmann, Oesfeld, Braunschweig. bbox=[57, 357, 550, 386]
column-divider bbox=[1088, 191, 1089, 2100]
casualty-entry: Pankonin, Robert — 17. 10. 94 Kl. Werdershausen, Burghalsa — verm. 19. 12. 14 Bolimow. Ausk. an: Zentral-Nachweise-Büro Berlin NW. 7. bbox=[578, 1688, 1071, 1717]
casualty-entry: Joswig, Gustav — 7. 9. 93 Kosuchen — verm. 21. 12. 14 Budy-Grabowo. Ausk. an: Zentral-Nachweise-Büro Berlin NW. 7. bbox=[578, 1028, 1071, 1057]
casualty-entry: Oschinski, Anton — 6. 7. 87 Schloß Leistenau, Graudenz — verm. 22. 11. 14 Gumbinnen. Ausk. an: Frau Mathilde Oschinski, Goßlershausen, Budwalderstr., Straßburg Wpr. bbox=[578, 1638, 1071, 1683]
casualty-entry: Lobdock, Fritz — 23. 9. 99 Gutten E. — verm. 8. 8. 18 Villers-Bretonneux. Ausk. an: Wilhelm Lobdock, Gutten E., Johannisburg, Ostpr. bbox=[57, 944, 550, 974]
binding-strip bbox=[0, 0, 1740, 38]
casualty-entry: Uffz. Preuß, Eugen — 10. 10. 98 Ragnit — verm. 28. 3. 18 Gavrelle. Ausk. an: Carl Preuß, Neustadt, Westpr., Schönwalderstr. 21. bbox=[57, 391, 550, 420]
casualty-entry: Kowitz, August — 4. 8. 85 Dierhagen, Ribnitz — verm. 22. 11. 14 Podbrzycie. Ausk. an: Zentral-Nachweise-Büro Berlin NW. 7. bbox=[578, 1097, 1071, 1126]
casualty-entry: Hinzmann, Anton — 22. 7. 90 Seeburg, Rössel — verm. 20. 11. 14 Lodz. Ausk. an: Zentral-Nachweise-Büro Berlin NW. 7. bbox=[1101, 716, 1594, 746]
casualty-entry: Knuth, Gustav — 18. 8. 88 Althof, Bromberg — verm. 23. 12. 14 Nawka. Ausk. an: Zentral-Nachweise-Büro Berlin NW. 7. bbox=[1101, 1016, 1594, 1046]
column-right bbox=[1101, 193, 1594, 1832]
